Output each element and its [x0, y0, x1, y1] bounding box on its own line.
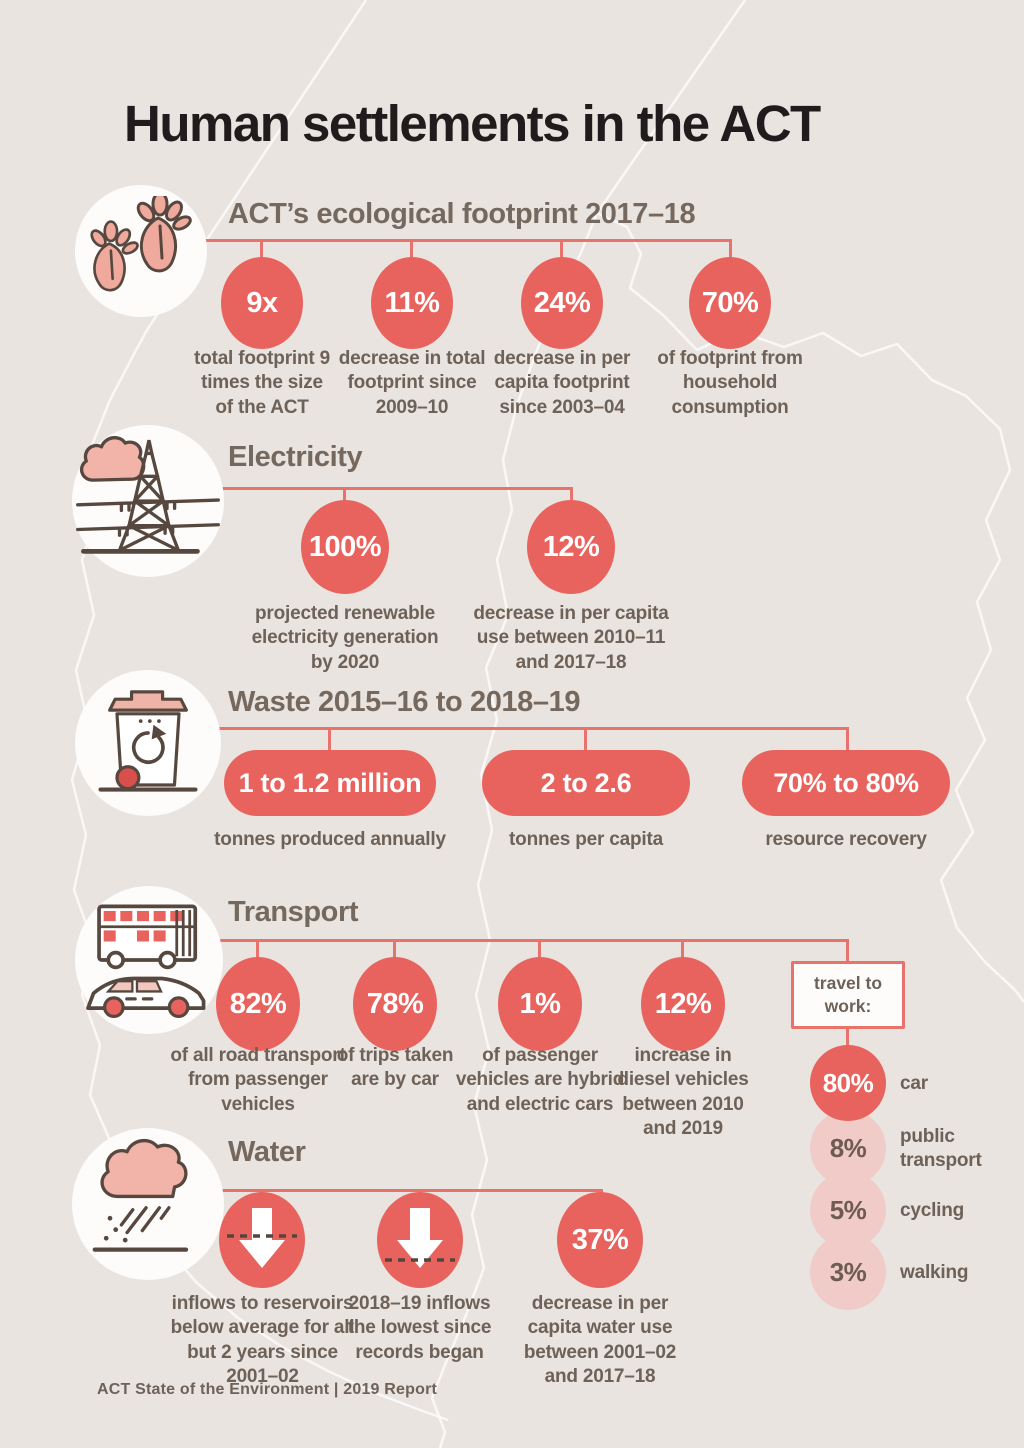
stat-circle [377, 1192, 463, 1288]
stat-value: 12% [542, 530, 600, 563]
footprint-icon-circle [75, 185, 207, 317]
stat-caption: of passenger vehicles are hybrid and electric cars [455, 1045, 625, 1115]
mode-value: 80% [822, 1067, 874, 1098]
stat-caption: tonnes produced annually [214, 829, 446, 850]
stat-circle [498, 957, 582, 1051]
recycle-bin-icon [75, 670, 221, 816]
stat-value: 37% [571, 1223, 629, 1256]
stat-caption: decrease in per capita water use between 2001–02 and 2017–18 [523, 1293, 677, 1387]
stat-caption: 2018–19 inflows the lowest since records began [347, 1293, 492, 1363]
stat-circle [301, 500, 389, 594]
stat-circle [353, 957, 437, 1051]
stat-caption: total footprint 9 times the size of the ACT [194, 348, 330, 418]
rain-cloud-icon [72, 1128, 224, 1280]
stat-pill [224, 750, 436, 816]
transport-icon-circle [75, 886, 223, 1034]
stat-value: 24% [533, 286, 591, 319]
mode-label: public transport [900, 1126, 982, 1171]
mode-value: 5% [829, 1194, 867, 1225]
stat-caption: of all road transport from passenger vehicles [170, 1045, 346, 1115]
mode-circle [810, 1045, 886, 1121]
footer-credit: ACT State of the Environment | 2019 Report [97, 1381, 438, 1398]
stat-value: 78% [366, 987, 424, 1020]
footprint-connector [200, 239, 732, 242]
waste-icon-circle [75, 670, 221, 816]
stat-value: 2 to 2.6 [540, 767, 632, 798]
waste-header: Waste 2015–16 to 2018–19 [228, 686, 581, 718]
stat-caption: projected renewable electricity generation by 2020 [251, 603, 439, 673]
footprint-header: ACT’s ecological footprint 2017–18 [228, 198, 696, 230]
stat-value: 9x [246, 286, 278, 319]
arrow-down-icon [219, 1192, 305, 1288]
transport-header: Transport [228, 896, 359, 928]
water-icon-circle [72, 1128, 224, 1280]
stat-caption: decrease in total footprint since 2009–10 [338, 348, 486, 418]
mode-label: cycling [900, 1200, 965, 1221]
mode-value: 8% [829, 1132, 867, 1163]
waste-connector [212, 727, 849, 730]
stat-value: 1% [519, 987, 561, 1020]
stat-caption: of footprint from household consumption [657, 348, 803, 418]
stat-value: 1 to 1.2 million [238, 767, 422, 798]
stat-value: 12% [654, 987, 712, 1020]
stat-caption: of trips taken are by car [336, 1045, 454, 1091]
electricity-header: Electricity [228, 441, 363, 473]
stat-circle [371, 257, 453, 349]
stat-circle [557, 1192, 643, 1288]
stat-circle [521, 257, 603, 349]
stat-pill [482, 750, 690, 816]
stat-value: 82% [229, 987, 287, 1020]
stat-circle [527, 500, 615, 594]
stat-value: 11% [384, 286, 440, 319]
stat-caption: inflows to reservoirs below average for all but 2 years since 2001–02 [170, 1293, 355, 1387]
stat-circle [219, 1192, 305, 1288]
water-header: Water [228, 1136, 306, 1168]
stat-caption: increase in diesel vehicles between 2010 and 2019 [617, 1045, 749, 1139]
mode-circle [810, 1234, 886, 1310]
mode-label: car [900, 1073, 928, 1094]
stat-value: 100% [308, 530, 382, 563]
bus-car-icon [75, 886, 223, 1034]
stat-caption: resource recovery [765, 829, 927, 850]
stat-circle [221, 257, 303, 349]
leaves-icon [86, 196, 196, 306]
stat-caption: tonnes per capita [509, 829, 663, 850]
page-title: Human settlements in the ACT [124, 95, 820, 152]
stat-value: 70% to 80% [773, 767, 919, 798]
electricity-connector [210, 487, 573, 490]
power-lines-icon [72, 425, 224, 577]
mode-value: 3% [829, 1256, 867, 1287]
stat-pill [742, 750, 950, 816]
stat-circle [689, 257, 771, 349]
travel-to-work-title: travel to work: [813, 973, 883, 1016]
arrow-down-icon [377, 1192, 463, 1288]
stat-circle [641, 957, 725, 1051]
mode-label: walking [900, 1262, 969, 1283]
stat-circle [216, 957, 300, 1051]
stat-caption: decrease in per capita footprint since 2003–04 [493, 348, 631, 418]
electricity-icon-circle [72, 425, 224, 577]
transport-connector [212, 939, 849, 942]
stat-value: 70% [701, 286, 759, 319]
stat-caption: decrease in per capita use between 2010–11 and 2017–18 [473, 603, 669, 673]
travel-to-work-box [791, 961, 905, 1029]
